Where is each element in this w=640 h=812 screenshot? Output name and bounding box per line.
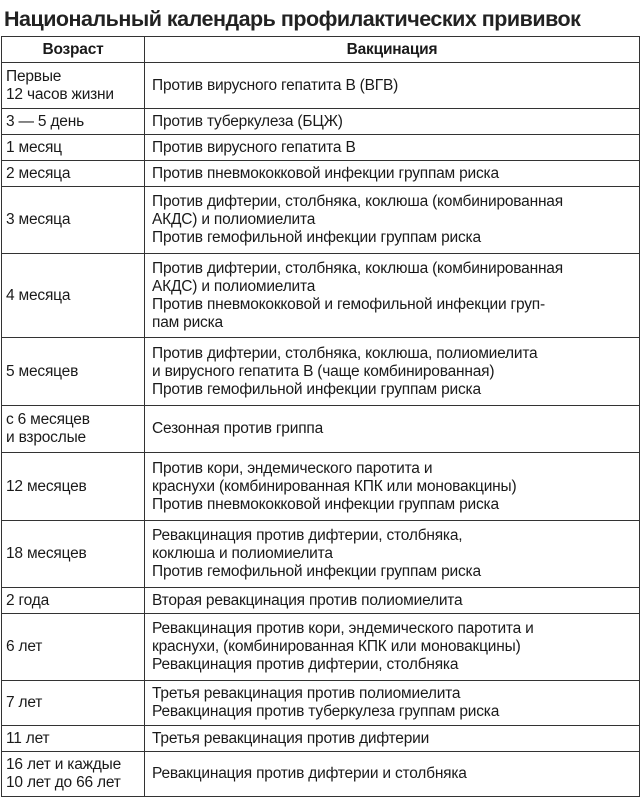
vaccination-cell <box>145 752 640 797</box>
vaccination-line: АКДС) и полиомиелита <box>152 277 316 295</box>
age-cell <box>2 187 145 254</box>
table-row <box>2 521 640 588</box>
vaccination-line: Ревакцинация против туберкулеза группам риска <box>152 703 500 720</box>
table-row <box>2 726 640 752</box>
table-row <box>2 63 640 109</box>
vaccination-line: Ревакцинация против дифтерии, столбняка, <box>152 527 463 544</box>
age-line: 1 месяц <box>6 138 62 156</box>
vaccination-cell <box>145 254 640 338</box>
age-cell <box>2 681 145 726</box>
age-line: 7 лет <box>6 694 43 711</box>
vaccination-cell <box>145 453 640 521</box>
vaccination-line: коклюша и полиомиелита <box>152 545 333 562</box>
vaccination-line: Сезонная против гриппа <box>152 420 323 437</box>
age-cell <box>2 338 145 406</box>
table-row <box>2 752 640 797</box>
age-line: 6 лет <box>6 638 43 655</box>
age-cell <box>2 161 145 187</box>
vaccination-line: Ревакцинация против дифтерии, столбняка <box>152 656 459 673</box>
age-cell <box>2 109 145 135</box>
age-line: 3 месяца <box>6 211 71 228</box>
age-line: 16 лет и каждые <box>6 756 121 773</box>
vaccination-line: Против пневмококковой и гемофильной инфекции груп- <box>152 295 545 313</box>
vaccination-line: Против дифтерии, столбняка, коклюша (комбинированная <box>152 193 563 210</box>
vaccination-cell <box>145 588 640 614</box>
table-row <box>2 588 640 614</box>
vaccination-cell <box>145 187 640 254</box>
table-row <box>2 135 640 161</box>
vaccination-line: Третья ревакцинация против дифтерии <box>152 729 430 747</box>
page-title: Национальный календарь профилактических прививок <box>4 7 581 31</box>
table-row <box>2 338 640 406</box>
table-body <box>2 63 640 797</box>
table-row <box>2 161 640 187</box>
age-cell <box>2 135 145 161</box>
age-cell <box>2 521 145 588</box>
age-line: 2 года <box>6 591 49 609</box>
age-cell <box>2 726 145 752</box>
vaccination-line: Против кори, эндемического паротита и <box>152 459 433 477</box>
vaccination-line: Против туберкулеза (БЦЖ) <box>152 112 343 130</box>
vaccination-line: пам риска <box>152 313 223 331</box>
table-row <box>2 187 640 254</box>
vaccination-line: Ревакцинация против кори, эндемического паротита и <box>152 620 534 637</box>
vaccination-line: Против гемофильной инфекции группам риска <box>152 380 481 398</box>
age-line: и взрослые <box>6 429 86 446</box>
vaccination-line: краснухи (комбинированная КПК или моновакцины) <box>152 477 517 495</box>
age-cell <box>2 406 145 453</box>
vaccination-cell <box>145 63 640 109</box>
table-row <box>2 109 640 135</box>
vaccination-line: Против пневмококковой инфекции группам риска <box>152 495 499 513</box>
table-row <box>2 406 640 453</box>
age-line: 10 лет до 66 лет <box>6 774 121 791</box>
vaccination-cell <box>145 614 640 681</box>
table-row <box>2 453 640 521</box>
vaccination-cell <box>145 521 640 588</box>
age-line: 5 месяцев <box>6 362 79 380</box>
vaccination-cell <box>145 406 640 453</box>
age-cell <box>2 254 145 338</box>
vaccination-line: Против вирусного гепатита В (ВГВ) <box>152 76 399 94</box>
column-header-vaccination: Вакцинация <box>145 37 640 63</box>
age-cell <box>2 614 145 681</box>
vaccination-cell <box>145 135 640 161</box>
vaccination-line: Вторая ревакцинация против полиомиелита <box>152 591 463 609</box>
table-row <box>2 681 640 726</box>
table-row <box>2 614 640 681</box>
age-cell <box>2 752 145 797</box>
vaccination-cell <box>145 681 640 726</box>
age-line: 4 месяца <box>6 286 71 304</box>
vaccination-line: Против дифтерии, столбняка, коклюша, полиомиелита <box>152 344 538 362</box>
vaccination-line: Ревакцинация против дифтерии и столбняка <box>152 765 467 782</box>
vaccination-line: АКДС) и полиомиелита <box>152 211 316 228</box>
table-row <box>2 254 640 338</box>
vaccination-line: Против дифтерии, столбняка, коклюша (комбинированная <box>152 259 563 277</box>
age-line: 18 месяцев <box>6 545 87 562</box>
age-line: с 6 месяцев <box>6 411 90 428</box>
age-cell <box>2 63 145 109</box>
vaccination-line: краснухи, (комбинированная КПК или моновакцины) <box>152 638 521 655</box>
vaccination-cell <box>145 338 640 406</box>
vaccination-line: Третья ревакцинация против полиомиелита <box>152 685 461 702</box>
vaccination-line: Против вирусного гепатита В <box>152 138 356 156</box>
vaccination-line: Против гемофильной инфекции группам риска <box>152 229 481 246</box>
age-line: 12 месяцев <box>6 477 87 495</box>
age-line: 3 — 5 день <box>6 112 84 130</box>
age-cell <box>2 453 145 521</box>
age-line: 12 часов жизни <box>6 85 114 103</box>
vaccination-line: Против гемофильной инфекции группам риска <box>152 563 481 580</box>
vaccination-line: и вирусного гепатита В (чаще комбинированная) <box>152 362 495 380</box>
column-header-age: Возраст <box>2 37 145 63</box>
vaccination-cell <box>145 109 640 135</box>
table-header-row <box>2 37 640 63</box>
age-line: 2 месяца <box>6 164 71 182</box>
vaccination-calendar-table <box>1 36 640 797</box>
vaccination-cell <box>145 726 640 752</box>
vaccination-cell <box>145 161 640 187</box>
age-line: 11 лет <box>6 729 50 747</box>
age-line: Первые <box>6 67 62 85</box>
vaccination-line: Против пневмококковой инфекции группам риска <box>152 164 499 182</box>
age-cell <box>2 588 145 614</box>
